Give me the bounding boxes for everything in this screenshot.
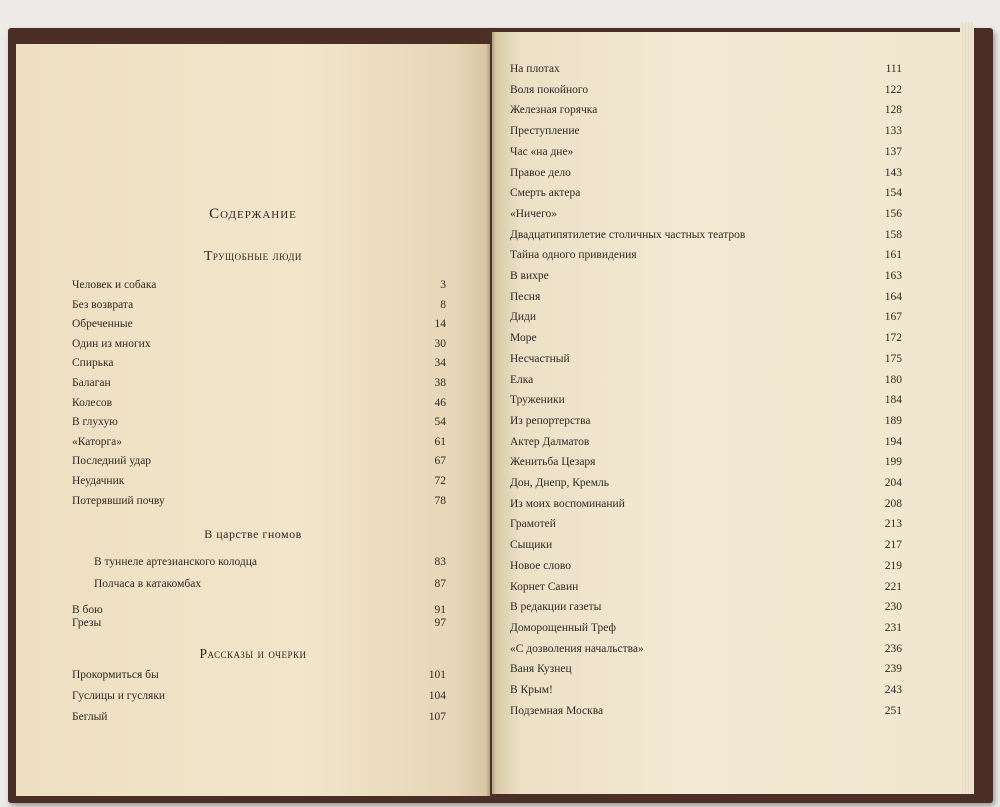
toc-entry — [72, 435, 446, 449]
toc-entry-page: 199 — [884, 456, 902, 469]
toc-entry-page: 67 — [434, 455, 446, 468]
toc-entry-page: 54 — [434, 416, 446, 429]
toc-entry-page: 111 — [885, 63, 902, 75]
toc-entry — [72, 710, 446, 724]
toc-entry-page: 87 — [434, 578, 446, 590]
leader-dots — [607, 600, 881, 614]
toc-entry — [72, 337, 446, 351]
toc-entry-page: 72 — [434, 475, 446, 487]
toc-entry — [510, 559, 902, 573]
toc-entry-page: 213 — [884, 518, 902, 531]
leader-dots — [128, 435, 430, 449]
toc-entry-page: 8 — [440, 298, 446, 311]
toc-entry-page: 184 — [884, 394, 902, 407]
toc-entry-page: 30 — [434, 337, 446, 350]
toc-entry-title: Актер Далматов — [510, 435, 590, 448]
toc-entry — [72, 396, 446, 410]
toc-entry — [510, 352, 902, 366]
leader-dots — [751, 228, 881, 242]
toc-entry-page: 208 — [884, 497, 902, 510]
toc-entry-title: Двадцатипятилетие столичных частных театров — [510, 228, 746, 241]
toc-entry-page: 78 — [434, 494, 446, 507]
contents-title: Содержание — [209, 206, 297, 222]
toc-entry — [510, 621, 902, 635]
toc-entry-title: Елка — [510, 373, 534, 386]
leader-dots — [157, 337, 430, 351]
toc-entry-title: Женитьба Цезаря — [510, 456, 596, 469]
leader-dots — [577, 559, 881, 573]
leader-dots — [594, 83, 881, 97]
leader-dots — [615, 476, 881, 490]
toc-entry-title: В редакции газеты — [510, 601, 602, 614]
toc-entry-title: Колесов — [72, 396, 113, 409]
toc-entry-title: Неудачник — [72, 475, 125, 487]
toc-entry — [72, 474, 446, 488]
leader-dots — [539, 373, 881, 387]
toc-entry-title: В туннеле артезианского колодца — [94, 556, 258, 568]
toc-entry — [94, 555, 446, 569]
toc-entry-title: «Ничего» — [510, 207, 558, 220]
toc-entry-title: Правое дело — [510, 166, 571, 179]
toc-entry — [510, 497, 902, 511]
leader-dots — [165, 668, 425, 682]
toc-entry — [510, 373, 902, 387]
toc-entry — [94, 577, 446, 591]
toc-entry — [510, 393, 902, 407]
leader-dots — [171, 494, 430, 508]
toc-entry-page: 180 — [884, 373, 902, 386]
toc-entry-page: 46 — [434, 396, 446, 409]
toc-entry — [510, 103, 902, 117]
toc-entry-page: 133 — [884, 125, 902, 138]
leader-dots — [263, 555, 430, 569]
toc-entry — [72, 317, 446, 331]
leader-dots — [571, 393, 881, 407]
toc-entry-page: 14 — [434, 318, 446, 331]
toc-entry-title: Без возврата — [72, 298, 134, 311]
leader-dots — [117, 376, 430, 390]
leader-dots — [586, 186, 881, 200]
toc-entry-title: Балаган — [72, 377, 111, 389]
section-heading-gnomes: В царстве гномов — [204, 527, 302, 541]
toc-entry — [510, 166, 902, 180]
toc-entry-page: 251 — [884, 704, 902, 717]
toc-entry — [510, 538, 902, 552]
section-heading-trushchobnye: Трущобные люди — [204, 248, 302, 263]
toc-entry-page: 107 — [428, 711, 446, 723]
toc-entry-title: Обреченные — [72, 318, 133, 331]
leader-dots — [563, 207, 881, 221]
toc-entry-page: 175 — [884, 352, 902, 365]
toc-entry-page: 97 — [434, 617, 446, 629]
toc-entry-title: Один из многих — [72, 337, 151, 350]
toc-entry-title: Полчаса в катакомбах — [94, 578, 202, 590]
toc-entry-title: Прокормиться бы — [72, 669, 159, 681]
toc-entry-page: 163 — [884, 270, 902, 282]
toc-entry-page: 219 — [884, 559, 902, 572]
toc-entry — [72, 603, 446, 617]
toc-entry-title: В глухую — [72, 416, 118, 429]
right-page — [492, 32, 962, 794]
toc-entry — [72, 668, 446, 682]
toc-entry — [510, 683, 902, 697]
toc-entry-page: 167 — [884, 311, 902, 324]
leader-dots — [555, 269, 881, 283]
toc-entry-title: Спирька — [72, 357, 114, 370]
toc-entry — [72, 278, 446, 292]
toc-entry — [510, 435, 902, 449]
leader-dots — [577, 166, 881, 180]
toc-entry — [510, 248, 902, 262]
leader-dots — [603, 103, 881, 117]
toc-entry-page: 154 — [884, 187, 902, 200]
leader-dots — [120, 356, 430, 370]
toc-entry-title: Воля покойного — [510, 83, 589, 96]
toc-entry — [72, 376, 446, 390]
leader-dots — [542, 310, 881, 324]
toc-entry-page: 189 — [884, 414, 902, 427]
toc-entry-title: Несчастный — [510, 352, 570, 365]
toc-entry — [72, 689, 446, 703]
page-edges — [960, 22, 974, 794]
toc-entry-title: Сыщики — [510, 539, 553, 552]
toc-entry — [510, 455, 902, 469]
toc-entry-title: «Каторга» — [72, 435, 123, 448]
toc-entry-page: 217 — [884, 539, 902, 552]
toc-entry-title: Доморощенный Треф — [510, 621, 616, 634]
toc-entry-page: 243 — [884, 684, 902, 696]
toc-entry-page: 236 — [884, 642, 902, 655]
leader-dots — [546, 290, 881, 304]
toc-entry-title: «С дозволения начальства» — [510, 642, 644, 655]
toc-entry-title: Из моих воспоминаний — [510, 497, 625, 510]
leader-dots — [558, 538, 881, 552]
toc-entry-title: В вихре — [510, 270, 549, 282]
toc-entry-title: Корнет Савин — [510, 580, 579, 593]
toc-entry-title: Железная горячка — [510, 104, 598, 117]
toc-entry-page: 104 — [428, 690, 446, 702]
toc-entry-title: Море — [510, 332, 537, 345]
toc-entry — [510, 228, 902, 242]
toc-entry-page: 91 — [434, 604, 446, 616]
leader-dots — [107, 616, 430, 630]
toc-entry-title: Диди — [510, 311, 537, 324]
leader-dots — [562, 517, 881, 531]
toc-entry-page: 34 — [434, 357, 446, 370]
toc-entry-page: 137 — [884, 145, 902, 158]
toc-entry-title: Новое слово — [510, 559, 571, 572]
toc-entry — [72, 415, 446, 429]
toc-entry-page: 161 — [884, 249, 902, 262]
leader-dots — [579, 145, 881, 159]
toc-entry-page: 158 — [884, 228, 902, 241]
toc-entry-page: 231 — [884, 621, 902, 634]
toc-entry — [510, 290, 902, 304]
toc-entry-title: Преступление — [510, 125, 580, 138]
toc-entry-page: 83 — [434, 556, 446, 568]
toc-entry-title: Час «на дне» — [510, 145, 574, 158]
leader-dots — [559, 683, 881, 697]
toc-entry-title: Песня — [510, 290, 541, 303]
toc-entry-title: Смерть актера — [510, 187, 581, 200]
toc-entry — [510, 642, 902, 656]
toc-entry-page: 61 — [434, 435, 446, 448]
toc-entry — [510, 662, 902, 676]
toc-entry-title: Из репортерства — [510, 414, 591, 427]
toc-entry — [72, 494, 446, 508]
leader-dots — [631, 497, 881, 511]
toc-entry-title: Грезы — [72, 617, 102, 629]
toc-entry — [510, 62, 902, 76]
leader-dots — [113, 710, 425, 724]
leader-dots — [118, 396, 430, 410]
toc-entry-page: 128 — [884, 104, 902, 117]
toc-entry-title: Труженики — [510, 394, 565, 407]
leader-dots — [130, 474, 430, 488]
leader-dots — [595, 435, 881, 449]
toc-entry-page: 204 — [884, 477, 902, 489]
leader-dots — [139, 298, 436, 312]
toc-entry — [510, 83, 902, 97]
leader-dots — [207, 577, 430, 591]
toc-entry-title: На плотах — [510, 63, 560, 75]
toc-entry — [510, 186, 902, 200]
leader-dots — [109, 603, 430, 617]
toc-entry — [510, 310, 902, 324]
toc-entry — [510, 600, 902, 614]
section-heading-rasskazy: Рассказы и очерки — [199, 646, 307, 661]
toc-entry-page: 101 — [428, 669, 446, 681]
toc-entry-page: 122 — [884, 83, 902, 96]
toc-entry-page: 143 — [884, 166, 902, 179]
toc-entry-title: Грамотей — [510, 518, 556, 531]
toc-entry-title: В бою — [72, 604, 103, 616]
toc-entry — [510, 269, 902, 283]
toc-entry — [510, 414, 902, 428]
leader-dots — [139, 317, 430, 331]
toc-entry — [510, 124, 902, 138]
left-page — [16, 44, 490, 796]
toc-entry-page: 38 — [434, 377, 446, 389]
leader-dots — [643, 248, 881, 262]
toc-entry-title: Потерявший почву — [72, 494, 165, 507]
toc-entry-title: Человек и собака — [72, 279, 157, 291]
leader-dots — [124, 415, 430, 429]
leader-dots — [162, 278, 436, 292]
toc-entry — [510, 580, 902, 594]
toc-entry — [510, 517, 902, 531]
leader-dots — [566, 62, 882, 76]
toc-entry-page: 221 — [884, 580, 902, 593]
toc-entry-page: 156 — [884, 207, 902, 220]
leader-dots — [171, 689, 425, 703]
toc-entry-title: Тайна одного привидения — [510, 249, 637, 262]
toc-entry — [72, 616, 446, 630]
toc-entry — [510, 145, 902, 159]
toc-entry-page: 3 — [440, 279, 446, 291]
toc-entry — [72, 356, 446, 370]
toc-entry-page: 164 — [884, 290, 902, 303]
toc-entry-title: Ваня Кузнец — [510, 663, 572, 676]
leader-dots — [622, 621, 881, 635]
leader-dots — [543, 331, 881, 345]
leader-dots — [578, 662, 881, 676]
leader-dots — [601, 455, 881, 469]
leader-dots — [584, 580, 881, 594]
toc-entry-title: В Крым! — [510, 684, 553, 696]
leader-dots — [609, 704, 881, 718]
toc-entry-page: 239 — [884, 663, 902, 676]
leader-dots — [650, 642, 881, 656]
toc-entry — [510, 704, 902, 718]
toc-entry-page: 172 — [884, 332, 902, 345]
toc-entry — [72, 298, 446, 312]
toc-entry-title: Беглый — [72, 711, 108, 723]
book-spine — [486, 30, 496, 798]
leader-dots — [576, 352, 881, 366]
leader-dots — [596, 414, 881, 428]
toc-entry-title: Дон, Днепр, Кремль — [510, 477, 610, 489]
leader-dots — [157, 454, 430, 468]
leader-dots — [586, 124, 881, 138]
toc-entry — [510, 331, 902, 345]
toc-entry-page: 194 — [884, 435, 902, 448]
toc-entry — [510, 476, 902, 490]
toc-entry-title: Гуслицы и гусляки — [72, 690, 166, 702]
toc-entry-title: Последний удар — [72, 455, 152, 468]
toc-entry — [72, 454, 446, 468]
toc-entry — [510, 207, 902, 221]
toc-entry-title: Подземная Москва — [510, 704, 604, 717]
toc-entry-page: 230 — [884, 601, 902, 614]
